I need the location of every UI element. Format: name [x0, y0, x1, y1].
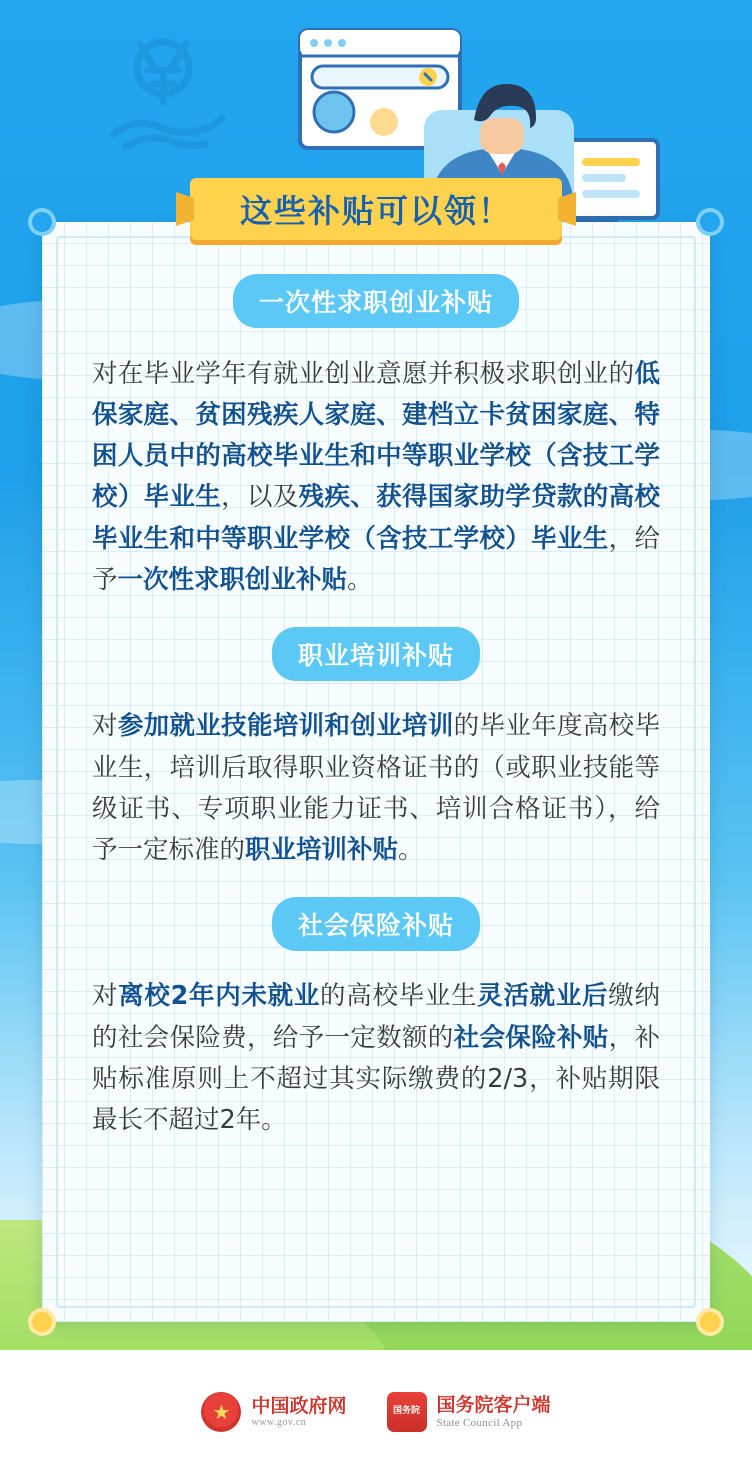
app-logo-subtitle: State Council App [436, 1416, 523, 1429]
state-council-badge-icon [387, 1392, 427, 1432]
section-subsidy-2 [92, 627, 660, 872]
section-heading [92, 897, 660, 951]
corner-dot-bottom-left [28, 1308, 56, 1336]
corner-dot-top-right [696, 208, 724, 236]
page-title: 这些补贴可以领！ [239, 192, 512, 230]
section-body: 对参加就业技能培训和创业培训的毕业年度高校毕业生，培训后取得职业资格证书的（或职业技能等级证书、专项职业能力证书、培训合格证书），给予一定标准的职业培训补贴。 [92, 711, 660, 866]
national-emblem-icon [201, 1392, 241, 1432]
corner-dot-bottom-right [696, 1308, 724, 1336]
section-heading [92, 274, 660, 328]
section-body: 对在毕业学年有就业创业意愿并积极求职创业的低保家庭、贫困残疾人家庭、建档立卡贫困家庭、特困人员中的高校毕业生和中等职业学校（含技工学校）毕业生，以及残疾、获得国家助学贷款的高校毕业生和中等职业学校（含技工学校）毕业生，给予一次性求职创业补贴。 [92, 358, 660, 595]
title-banner [190, 178, 562, 240]
section-title-pill: 职业培训补贴 [272, 627, 480, 681]
corner-dot-top-left [28, 208, 56, 236]
app-logo-name: 国务院客户端 [436, 1394, 551, 1417]
section-title-pill: 一次性求职创业补贴 [233, 274, 519, 328]
section-heading [92, 627, 660, 681]
gov-logo-url: www.gov.cn [251, 1417, 307, 1429]
gov-logo-name: 中国政府网 [251, 1394, 347, 1417]
section-subsidy-3 [92, 897, 660, 1142]
section-body: 对离校2年内未就业的高校毕业生灵活就业后缴纳的社会保险费，给予一定数额的社会保险补贴，补贴标准原则上不超过其实际缴费的2/3，补贴期限最长不超过2年。 [92, 981, 660, 1136]
section-title-pill: 社会保险补贴 [272, 897, 480, 951]
card-inner-frame [56, 236, 696, 1308]
content-card [42, 222, 710, 1322]
app-logo[interactable] [387, 1392, 551, 1432]
gov-logo[interactable] [201, 1392, 346, 1432]
section-subsidy-1 [92, 274, 660, 601]
footer-logos [0, 1392, 752, 1432]
